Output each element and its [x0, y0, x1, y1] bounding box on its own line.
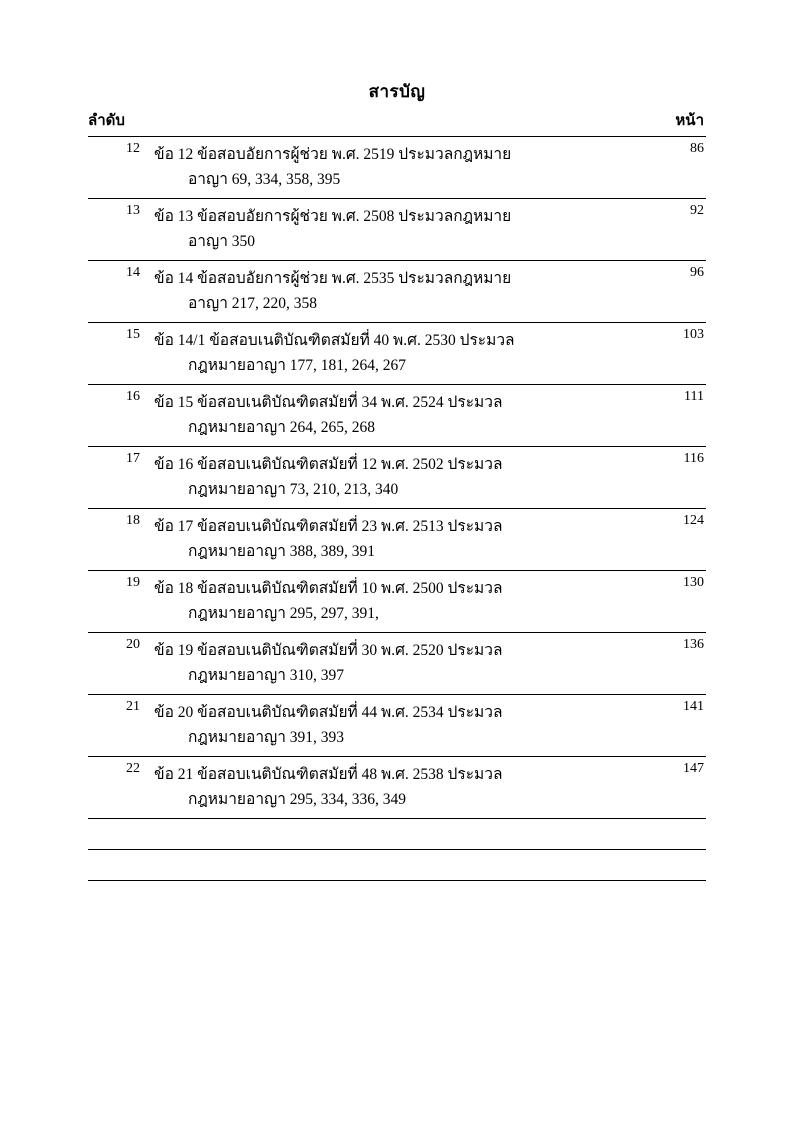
row-title: [150, 266, 648, 319]
row-title: [150, 514, 648, 567]
row-order-number: 16: [126, 389, 140, 404]
empty-table-row: [88, 850, 706, 881]
column-header-page: หน้า: [675, 113, 704, 129]
row-title-line-2: กฎหมายอาญา 177, 181, 264, 267: [188, 357, 407, 375]
row-order-number: 18: [126, 513, 140, 528]
row-title: [150, 638, 648, 691]
row-title: [150, 328, 648, 381]
column-header-order: ลำดับ: [88, 113, 125, 129]
row-title-line-2: กฎหมายอาญา 388, 389, 391: [188, 543, 376, 561]
row-title-line-2: อาญา 69, 334, 358, 395: [188, 171, 341, 189]
table-row[interactable]: [88, 571, 706, 633]
table-row[interactable]: [88, 509, 706, 571]
row-title: [150, 700, 648, 753]
row-title: [150, 452, 648, 505]
row-title-line-2: กฎหมายอาญา 391, 393: [188, 729, 345, 747]
row-title-line-1: ข้อ 12 ข้อสอบอัยการผู้ช่วย พ.ศ. 2519 ประมวลกฎหมาย: [154, 146, 512, 163]
row-page-number: 141: [683, 699, 704, 714]
row-order-number: 14: [126, 265, 140, 280]
row-page-number: 116: [683, 451, 704, 466]
row-title-line-1: ข้อ 21 ข้อสอบเนติบัณฑิตสมัยที่ 48 พ.ศ. 2538 ประมวล: [154, 766, 503, 783]
table-row[interactable]: [88, 323, 706, 385]
table-row[interactable]: [88, 137, 706, 199]
row-title: [150, 204, 648, 257]
empty-table-row: [88, 819, 706, 850]
table-row[interactable]: [88, 633, 706, 695]
row-order-number: 19: [126, 575, 140, 590]
row-title-line-1: ข้อ 13 ข้อสอบอัยการผู้ช่วย พ.ศ. 2508 ประมวลกฎหมาย: [154, 208, 512, 225]
row-title-line-2: อาญา 217, 220, 358: [188, 295, 318, 313]
row-order-number: 13: [126, 203, 140, 218]
row-page-number: 92: [690, 203, 704, 218]
row-page-number: 136: [683, 637, 704, 652]
row-title-line-1: ข้อ 16 ข้อสอบเนติบัณฑิตสมัยที่ 12 พ.ศ. 2502 ประมวล: [154, 456, 503, 473]
table-row[interactable]: [88, 447, 706, 509]
row-title-line-2: อาญา 350: [188, 233, 256, 251]
row-page-number: 96: [690, 265, 704, 280]
row-order-number: 20: [126, 637, 140, 652]
row-title: [150, 576, 648, 629]
row-title-line-1: ข้อ 15 ข้อสอบเนติบัณฑิตสมัยที่ 34 พ.ศ. 2524 ประมวล: [154, 394, 503, 411]
row-title-line-1: ข้อ 17 ข้อสอบเนติบัณฑิตสมัยที่ 23 พ.ศ. 2513 ประมวล: [154, 518, 503, 535]
table-row[interactable]: [88, 757, 706, 819]
row-page-number: 86: [690, 141, 704, 156]
row-page-number: 103: [683, 327, 704, 342]
row-title-line-2: กฎหมายอาญา 73, 210, 213, 340: [188, 481, 399, 499]
row-order-number: 22: [126, 761, 140, 776]
row-page-number: 130: [683, 575, 704, 590]
row-title: [150, 142, 648, 195]
row-title: [150, 390, 648, 443]
row-page-number: 124: [683, 513, 704, 528]
table-of-contents: [88, 108, 706, 881]
row-title-line-1: ข้อ 14/1 ข้อสอบเนติบัณฑิตสมัยที่ 40 พ.ศ. 2530 ประมวล: [154, 332, 515, 349]
page-title: สารบัญ: [368, 82, 426, 101]
table-row[interactable]: [88, 261, 706, 323]
row-title-line-1: ข้อ 18 ข้อสอบเนติบัณฑิตสมัยที่ 10 พ.ศ. 2500 ประมวล: [154, 580, 503, 597]
row-title-line-2: กฎหมายอาญา 264, 265, 268: [188, 419, 376, 437]
row-title-line-2: กฎหมายอาญา 295, 334, 336, 349: [188, 791, 407, 809]
row-page-number: 111: [684, 389, 704, 404]
row-title: [150, 762, 648, 815]
row-title-line-1: ข้อ 20 ข้อสอบเนติบัณฑิตสมัยที่ 44 พ.ศ. 2534 ประมวล: [154, 704, 503, 721]
row-title-line-2: กฎหมายอาญา 295, 297, 391,: [188, 605, 379, 623]
table-row[interactable]: [88, 385, 706, 447]
row-order-number: 15: [126, 327, 140, 342]
row-title-line-2: กฎหมายอาญา 310, 397: [188, 667, 345, 685]
toc-header-row: [88, 108, 706, 137]
table-row[interactable]: [88, 695, 706, 757]
row-title-line-1: ข้อ 19 ข้อสอบเนติบัณฑิตสมัยที่ 30 พ.ศ. 2520 ประมวล: [154, 642, 503, 659]
row-order-number: 21: [126, 699, 140, 714]
table-row[interactable]: [88, 199, 706, 261]
row-order-number: 17: [126, 451, 140, 466]
row-title-line-1: ข้อ 14 ข้อสอบอัยการผู้ช่วย พ.ศ. 2535 ประมวลกฎหมาย: [154, 270, 512, 287]
row-order-number: 12: [126, 141, 140, 156]
row-page-number: 147: [683, 761, 704, 776]
